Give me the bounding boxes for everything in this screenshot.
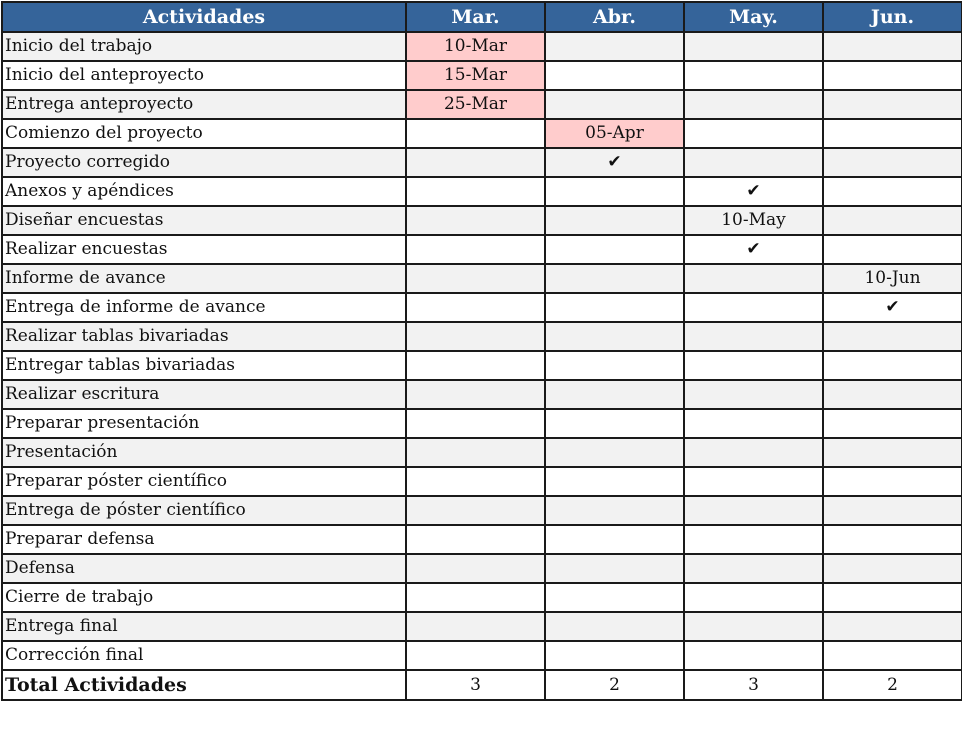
month-cell-abr[interactable] bbox=[545, 438, 684, 467]
month-cell-may[interactable] bbox=[684, 32, 823, 61]
table-header bbox=[2, 2, 962, 32]
total-row bbox=[2, 670, 962, 700]
month-cell-jun[interactable] bbox=[823, 351, 962, 380]
table-row bbox=[2, 612, 962, 641]
month-cell-mar[interactable] bbox=[406, 148, 545, 177]
table-row bbox=[2, 32, 962, 61]
month-cell-mar[interactable] bbox=[406, 119, 545, 148]
table-row bbox=[2, 409, 962, 438]
month-cell-mar[interactable] bbox=[406, 380, 545, 409]
activity-name-cell[interactable]: Entrega de póster científico bbox=[2, 496, 406, 525]
activity-name-cell[interactable]: Presentación bbox=[2, 438, 406, 467]
month-cell-jun[interactable]: 10-Jun bbox=[823, 264, 962, 293]
month-cell-jun[interactable]: ✔ bbox=[823, 293, 962, 322]
table-row bbox=[2, 177, 962, 206]
month-cell-may[interactable] bbox=[684, 61, 823, 90]
table-row bbox=[2, 264, 962, 293]
month-cell-jun[interactable] bbox=[823, 90, 962, 119]
table-row bbox=[2, 554, 962, 583]
month-cell-mar[interactable]: 25-Mar bbox=[406, 90, 545, 119]
table-row bbox=[2, 467, 962, 496]
header-month-mar[interactable]: Mar. bbox=[406, 2, 545, 32]
activity-name-cell[interactable]: Proyecto corregido bbox=[2, 148, 406, 177]
total-jun[interactable]: 2 bbox=[823, 670, 962, 700]
month-cell-jun[interactable] bbox=[823, 438, 962, 467]
activity-name-cell[interactable]: Inicio del trabajo bbox=[2, 32, 406, 61]
header-activities[interactable]: Actividades bbox=[2, 2, 406, 32]
month-cell-jun[interactable] bbox=[823, 496, 962, 525]
header-month-abr[interactable]: Abr. bbox=[545, 2, 684, 32]
month-cell-abr[interactable] bbox=[545, 467, 684, 496]
month-cell-mar[interactable] bbox=[406, 206, 545, 235]
month-cell-abr[interactable] bbox=[545, 351, 684, 380]
month-cell-mar[interactable] bbox=[406, 554, 545, 583]
month-cell-jun[interactable] bbox=[823, 148, 962, 177]
activity-name-cell[interactable]: Informe de avance bbox=[2, 264, 406, 293]
activity-name-cell[interactable]: Defensa bbox=[2, 554, 406, 583]
activity-name-cell[interactable]: Entrega final bbox=[2, 612, 406, 641]
activity-name-cell[interactable]: Preparar póster científico bbox=[2, 467, 406, 496]
table-row bbox=[2, 351, 962, 380]
table-row bbox=[2, 61, 962, 90]
month-cell-mar[interactable] bbox=[406, 583, 545, 612]
month-cell-abr[interactable] bbox=[545, 235, 684, 264]
total-abr[interactable]: 2 bbox=[545, 670, 684, 700]
activity-name-cell[interactable]: Corrección final bbox=[2, 641, 406, 670]
header-month-may[interactable]: May. bbox=[684, 2, 823, 32]
month-cell-jun[interactable] bbox=[823, 32, 962, 61]
table-row bbox=[2, 90, 962, 119]
table-row bbox=[2, 148, 962, 177]
month-cell-mar[interactable] bbox=[406, 641, 545, 670]
month-cell-jun[interactable] bbox=[823, 612, 962, 641]
activity-name-cell[interactable]: Entregar tablas bivariadas bbox=[2, 351, 406, 380]
month-cell-mar[interactable] bbox=[406, 293, 545, 322]
month-cell-may[interactable] bbox=[684, 496, 823, 525]
month-cell-mar[interactable] bbox=[406, 409, 545, 438]
table-footer bbox=[2, 670, 962, 700]
month-cell-may[interactable]: ✔ bbox=[684, 235, 823, 264]
table-row bbox=[2, 293, 962, 322]
month-cell-may[interactable] bbox=[684, 90, 823, 119]
month-cell-may[interactable] bbox=[684, 525, 823, 554]
month-cell-mar[interactable] bbox=[406, 467, 545, 496]
month-cell-jun[interactable] bbox=[823, 525, 962, 554]
month-cell-jun[interactable] bbox=[823, 206, 962, 235]
table-row bbox=[2, 496, 962, 525]
month-cell-may[interactable] bbox=[684, 554, 823, 583]
activity-schedule-table bbox=[1, 1, 962, 701]
month-cell-abr[interactable] bbox=[545, 90, 684, 119]
month-cell-abr[interactable] bbox=[545, 641, 684, 670]
month-cell-may[interactable]: 10-May bbox=[684, 206, 823, 235]
month-cell-abr[interactable] bbox=[545, 380, 684, 409]
month-cell-abr[interactable] bbox=[545, 177, 684, 206]
activity-name-cell[interactable]: Entrega anteproyecto bbox=[2, 90, 406, 119]
month-cell-abr[interactable] bbox=[545, 612, 684, 641]
month-cell-abr[interactable] bbox=[545, 554, 684, 583]
month-cell-may[interactable] bbox=[684, 351, 823, 380]
table-row bbox=[2, 525, 962, 554]
activity-name-cell[interactable]: Anexos y apéndices bbox=[2, 177, 406, 206]
table-row bbox=[2, 119, 962, 148]
month-cell-jun[interactable] bbox=[823, 119, 962, 148]
month-cell-mar[interactable] bbox=[406, 351, 545, 380]
table-row bbox=[2, 380, 962, 409]
total-label[interactable]: Total Actividades bbox=[2, 670, 406, 700]
month-cell-may[interactable] bbox=[684, 380, 823, 409]
month-cell-mar[interactable]: 10-Mar bbox=[406, 32, 545, 61]
total-mar[interactable]: 3 bbox=[406, 670, 545, 700]
month-cell-mar[interactable] bbox=[406, 438, 545, 467]
month-cell-abr[interactable] bbox=[545, 264, 684, 293]
table-row bbox=[2, 641, 962, 670]
table-row bbox=[2, 438, 962, 467]
table-body bbox=[2, 32, 962, 670]
header-row bbox=[2, 2, 962, 32]
month-cell-abr[interactable] bbox=[545, 61, 684, 90]
month-cell-may[interactable] bbox=[684, 293, 823, 322]
activity-name-cell[interactable]: Comienzo del proyecto bbox=[2, 119, 406, 148]
table-row bbox=[2, 235, 962, 264]
activity-name-cell[interactable]: Realizar escritura bbox=[2, 380, 406, 409]
activity-name-cell[interactable]: Diseñar encuestas bbox=[2, 206, 406, 235]
month-cell-jun[interactable] bbox=[823, 467, 962, 496]
month-cell-jun[interactable] bbox=[823, 409, 962, 438]
month-cell-abr[interactable] bbox=[545, 525, 684, 554]
month-cell-abr[interactable] bbox=[545, 293, 684, 322]
month-cell-mar[interactable] bbox=[406, 525, 545, 554]
month-cell-jun[interactable] bbox=[823, 235, 962, 264]
month-cell-abr[interactable] bbox=[545, 322, 684, 351]
month-cell-may[interactable] bbox=[684, 467, 823, 496]
activity-name-cell[interactable]: Inicio del anteproyecto bbox=[2, 61, 406, 90]
month-cell-mar[interactable] bbox=[406, 496, 545, 525]
month-cell-mar[interactable] bbox=[406, 264, 545, 293]
month-cell-abr[interactable] bbox=[545, 496, 684, 525]
month-cell-abr[interactable]: ✔ bbox=[545, 148, 684, 177]
month-cell-may[interactable] bbox=[684, 438, 823, 467]
header-month-jun[interactable]: Jun. bbox=[823, 2, 962, 32]
month-cell-mar[interactable] bbox=[406, 177, 545, 206]
month-cell-jun[interactable] bbox=[823, 380, 962, 409]
activity-name-cell[interactable]: Entrega de informe de avance bbox=[2, 293, 406, 322]
activity-name-cell[interactable]: Preparar presentación bbox=[2, 409, 406, 438]
month-cell-abr[interactable] bbox=[545, 583, 684, 612]
month-cell-may[interactable] bbox=[684, 612, 823, 641]
month-cell-may[interactable] bbox=[684, 641, 823, 670]
month-cell-abr[interactable]: 05-Apr bbox=[545, 119, 684, 148]
month-cell-abr[interactable] bbox=[545, 409, 684, 438]
month-cell-may[interactable] bbox=[684, 583, 823, 612]
month-cell-may[interactable] bbox=[684, 148, 823, 177]
month-cell-abr[interactable] bbox=[545, 206, 684, 235]
month-cell-jun[interactable] bbox=[823, 641, 962, 670]
activity-name-cell[interactable]: Cierre de trabajo bbox=[2, 583, 406, 612]
month-cell-mar[interactable] bbox=[406, 322, 545, 351]
month-cell-may[interactable] bbox=[684, 322, 823, 351]
table-row bbox=[2, 206, 962, 235]
activity-name-cell[interactable]: Preparar defensa bbox=[2, 525, 406, 554]
month-cell-may[interactable]: ✔ bbox=[684, 177, 823, 206]
month-cell-mar[interactable] bbox=[406, 235, 545, 264]
table-row bbox=[2, 583, 962, 612]
activity-name-cell[interactable]: Realizar encuestas bbox=[2, 235, 406, 264]
month-cell-jun[interactable] bbox=[823, 583, 962, 612]
month-cell-jun[interactable] bbox=[823, 554, 962, 583]
month-cell-mar[interactable] bbox=[406, 612, 545, 641]
month-cell-may[interactable] bbox=[684, 264, 823, 293]
month-cell-jun[interactable] bbox=[823, 322, 962, 351]
activity-name-cell[interactable]: Realizar tablas bivariadas bbox=[2, 322, 406, 351]
month-cell-may[interactable] bbox=[684, 119, 823, 148]
month-cell-jun[interactable] bbox=[823, 177, 962, 206]
month-cell-mar[interactable]: 15-Mar bbox=[406, 61, 545, 90]
month-cell-jun[interactable] bbox=[823, 61, 962, 90]
month-cell-abr[interactable] bbox=[545, 32, 684, 61]
table-row bbox=[2, 322, 962, 351]
total-may[interactable]: 3 bbox=[684, 670, 823, 700]
month-cell-may[interactable] bbox=[684, 409, 823, 438]
